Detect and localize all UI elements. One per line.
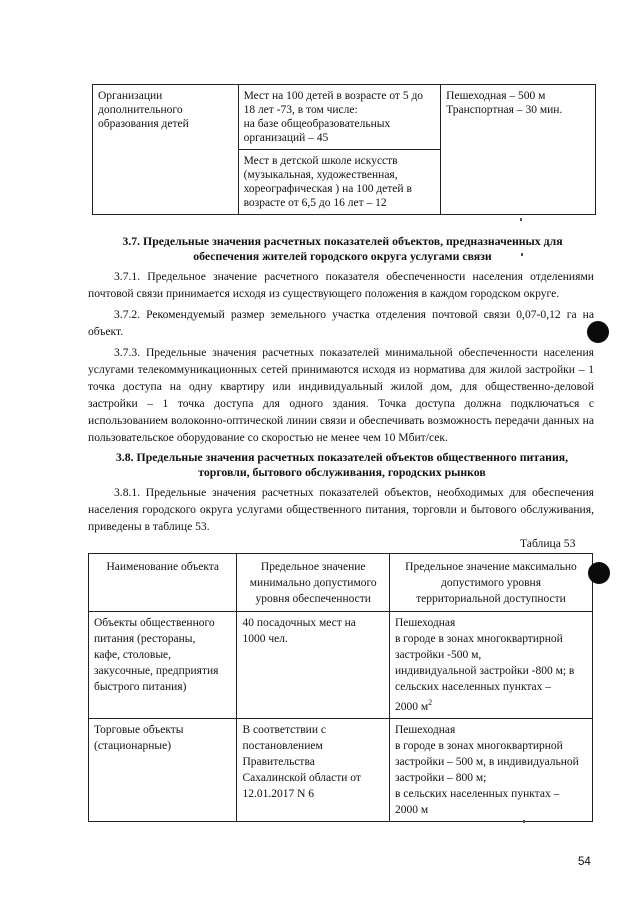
heading-line: 3.8. Предельные значения расчетных показателей объектов общественного питания, (115, 450, 569, 464)
cell-line: закусочные, предприятия (94, 665, 219, 677)
services-table-continued (92, 84, 596, 215)
heading-line: 3.7. Предельные значения расчетных показателей объектов, предназначенных для (122, 234, 563, 248)
cell-line: в городе в зонах многоквартирной (394, 633, 563, 645)
cell-line: В соответствии с (242, 723, 326, 736)
section-heading-3-7 (90, 234, 595, 264)
header-line: Наименование объекта (106, 561, 220, 573)
cell-line: Пешеходная (394, 617, 456, 629)
cell-line: 40 посадочных мест на (242, 617, 356, 629)
header-line: минимально допустимого (249, 577, 377, 589)
page-number: 54 (578, 856, 591, 868)
table-cell-object (93, 85, 239, 215)
cell-line: Пешеходная – 500 м (446, 90, 546, 102)
table-cell-access (389, 612, 592, 719)
header-line: уровня обеспеченности (255, 593, 371, 605)
table-row (89, 718, 593, 821)
scan-speck (523, 820, 525, 823)
table-row (89, 612, 593, 719)
cell-line: кафе, столовые, (94, 649, 172, 661)
table-cell-object (89, 612, 237, 719)
scan-speck (520, 218, 522, 221)
cell-line: индивидуальной застройки -800 м; в (394, 665, 575, 677)
cell-line: дополнительного (98, 104, 183, 116)
header-min (237, 554, 390, 612)
cell-line: (музыкальная, художественная, (243, 169, 398, 181)
cell-line: в городе в зонах многоквартирной (394, 739, 563, 752)
table-cell-min-value (238, 85, 441, 150)
cell-line: возрасте от 6,5 до 16 лет – 12 (243, 197, 387, 209)
cell-line: Организации (98, 90, 163, 102)
cell-line: питания (рестораны, (94, 633, 196, 645)
punch-hole (587, 321, 609, 343)
paragraph-3-7-3: 3.7.3. Предельные значения расчетных показателей минимальной обеспеченности населения услугами телекоммуникационных сетей принимаются исходя из норматива для жилой застройки – 1 точка доступа на одну квартиру или индивидуальный жилой дом, для общественно-деловой застройки – 1 точка доступа для одного здания. Точка доступа должна подключаться с использованием волоконно-оптической линии связи и обеспечивать возможность передачи данных на пользовательское оборудование со скоростью не менее чем 10 Мбит/сек. (88, 346, 594, 444)
cell-line: образования детей (98, 118, 189, 130)
cell-line: Мест в детской школе искусств (243, 155, 398, 167)
paragraph-3-7-2: 3.7.2. Рекомендуемый размер земельного участка отделения почтовой связи 0,07-0,12 га на объект. (88, 308, 594, 338)
table-caption: Таблица 53 (520, 537, 576, 550)
heading-line: торговли, бытового обслуживания, городских рынков (198, 465, 486, 479)
cell-line: Торговые объекты (94, 723, 184, 736)
header-line: территориальной доступности (416, 593, 566, 605)
cell-line: Мест на 100 детей в возрасте от 5 до (243, 90, 424, 102)
table-cell-access (389, 718, 592, 821)
cell-line: хореографическая ) на 100 детей в (243, 183, 412, 195)
cell-line: (стационарные) (94, 739, 172, 752)
header-object (89, 554, 237, 612)
table-53 (88, 553, 593, 822)
table-cell-min-value (238, 150, 441, 215)
header-line: Предельное значение (260, 561, 366, 573)
cell-line: быстрого питания) (94, 681, 187, 693)
heading-line: обеспечения жителей городского округа услугами связи (193, 249, 492, 263)
cell-line: 2000 м (394, 803, 429, 816)
cell-line: организаций – 45 (243, 132, 329, 144)
table-cell-access (441, 85, 596, 215)
cell-line: в сельских населенных пунктах – (394, 787, 560, 800)
table-cell-object (89, 718, 237, 821)
header-line: Предельное значение максимально (405, 561, 577, 573)
cell-line: Транспортная – 30 мин. (446, 104, 563, 116)
section-heading-3-8 (88, 450, 596, 480)
paragraph-3-8-1: 3.8.1. Предельные значения расчетных показателей объектов, необходимых для обеспечения населения городского округа услугами общественного питания, торговли и бытового обслуживания, приведены в таблице 53. (88, 486, 594, 533)
paragraph-3-7-1: 3.7.1. Предельное значение расчетного показателя обеспеченности населения отделениями почтовой связи принимается исходя из существующего положения в каждом городском округе. (88, 270, 594, 300)
cell-line: застройки – 500 м, в индивидуальной (394, 755, 579, 768)
cell-line: застройки – 800 м; (394, 771, 487, 784)
cell-line: постановлением (242, 739, 323, 752)
cell-line: сельских населенных пунктах – (394, 681, 552, 693)
table-header-row (89, 554, 593, 612)
cell-line: 2000 $м^2$ (394, 698, 433, 713)
cell-line: Пешеходная (394, 723, 456, 736)
table-cell-min-value (237, 718, 390, 821)
cell-line: 18 лет -73, в том числе: (243, 104, 358, 116)
cell-line: Правительства (242, 755, 315, 768)
cell-line: 12.01.2017 N 6 (242, 787, 315, 800)
punch-hole (588, 562, 610, 584)
scan-speck (521, 253, 523, 256)
cell-line: Объекты общественного (94, 617, 215, 629)
table-row (93, 85, 596, 150)
cell-line: застройки -500 м, (394, 649, 482, 661)
cell-line: Сахалинской области от (242, 771, 361, 784)
cell-line: на базе общеобразовательных (243, 118, 391, 130)
cell-line: 1000 чел. (242, 633, 288, 645)
table-cell-min-value (237, 612, 390, 719)
header-line: допустимого уровня (440, 577, 541, 589)
header-max (389, 554, 592, 612)
